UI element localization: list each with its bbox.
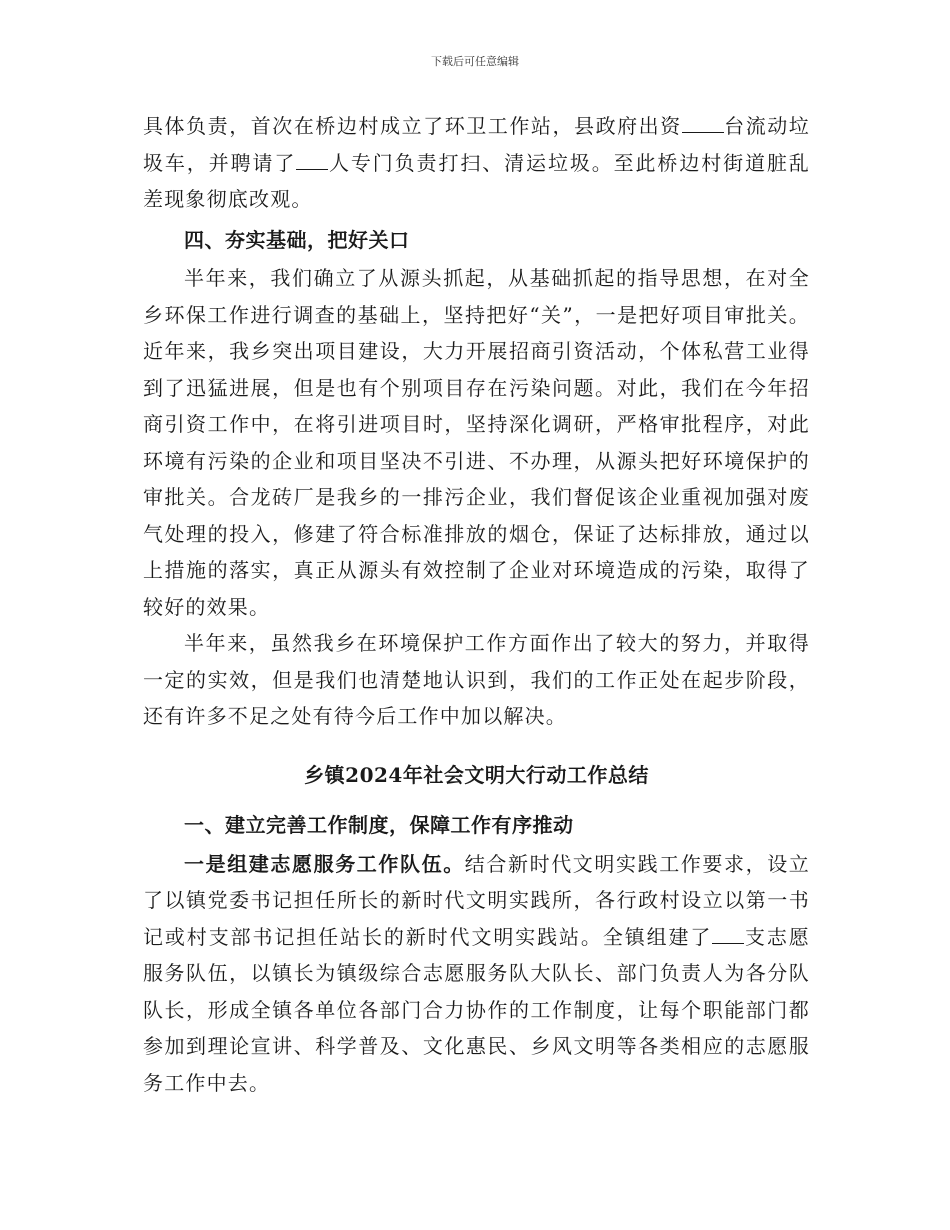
paragraph-volunteer-team bbox=[143, 846, 810, 1102]
document-title: 乡镇2024年社会文明大行动工作总结 bbox=[304, 762, 649, 787]
section-heading-4: 四、夯实基础，把好关口 bbox=[184, 227, 410, 252]
paragraph-foundation: 半年来，我们确立了从源头抓起，从基础抓起的指导思想，在对全乡环保工作进行调查的基础上，坚持把好“关”，一是把好项目审批关。近年来，我乡突出项目建设，大力开展招商引资活动，个体私营工业得到了迅猛进展，但是也有个别项目存在污染问题。对此，我们在今年招商引资工作中，在将引进项目时，坚持深化调研，严格审批程序，对此环境有污染的企业和项目坚决不引进、不办理，从源头把好环境保护的审批关。合龙砖厂是我乡的一排污企业，我们督促该企业重视加强对废气处理的投入，修建了符合标准排放的烟仓，保证了达标排放，通过以上措施的落实，真正从源头有效控制了企业对环境造成的污染，取得了较好的效果。 bbox=[143, 266, 810, 619]
paragraph-lead: 一是组建志愿服务工作队伍。 bbox=[184, 851, 465, 876]
fill-blank bbox=[682, 110, 724, 133]
paragraph-summary: 半年来，虽然我乡在环境保护工作方面作出了较大的努力，并取得一定的实效，但是我们也清楚地认识到，我们的工作正处在起步阶段，还有许多不足之处有待今后工作中加以解决。 bbox=[143, 631, 810, 728]
paragraph-sanitation bbox=[143, 108, 810, 218]
fill-blank bbox=[712, 921, 744, 944]
section-heading-1: 一、建立完善工作制度，保障工作有序推动 bbox=[184, 813, 574, 837]
paragraph-text: 结合新时代文明实践工作要求，设立了以镇党委书记担任所长的新时代文明实践所，各行政村设立以第一书记或村支部书记担任站长的新时代文明实践站。全镇组建了 bbox=[143, 851, 810, 949]
paragraph-text: 支志愿服务队伍，以镇长为镇级综合志愿服务队大队长、部门负责人为各分队队长，形成全镇各单位各部门合力协作的工作制度，让每个职能部门都参加到理论宣讲、科学普及、文化惠民、乡风文明等各类相应的志愿服务工作中去。 bbox=[143, 924, 811, 1095]
document-body bbox=[143, 108, 810, 1101]
paragraph-text: 人专门负责打扫、清运垃圾。至此桥边村街道脏乱差现象彻底改观。 bbox=[143, 150, 810, 211]
fill-blank bbox=[296, 147, 328, 170]
header-note: 下载后可任意编辑 bbox=[431, 55, 519, 68]
paragraph-text: 台流动垃圾车，并聘请了 bbox=[143, 114, 811, 175]
paragraph-text: 具体负责，首次在桥边村成立了环卫工作站，县政府出资 bbox=[143, 114, 682, 138]
